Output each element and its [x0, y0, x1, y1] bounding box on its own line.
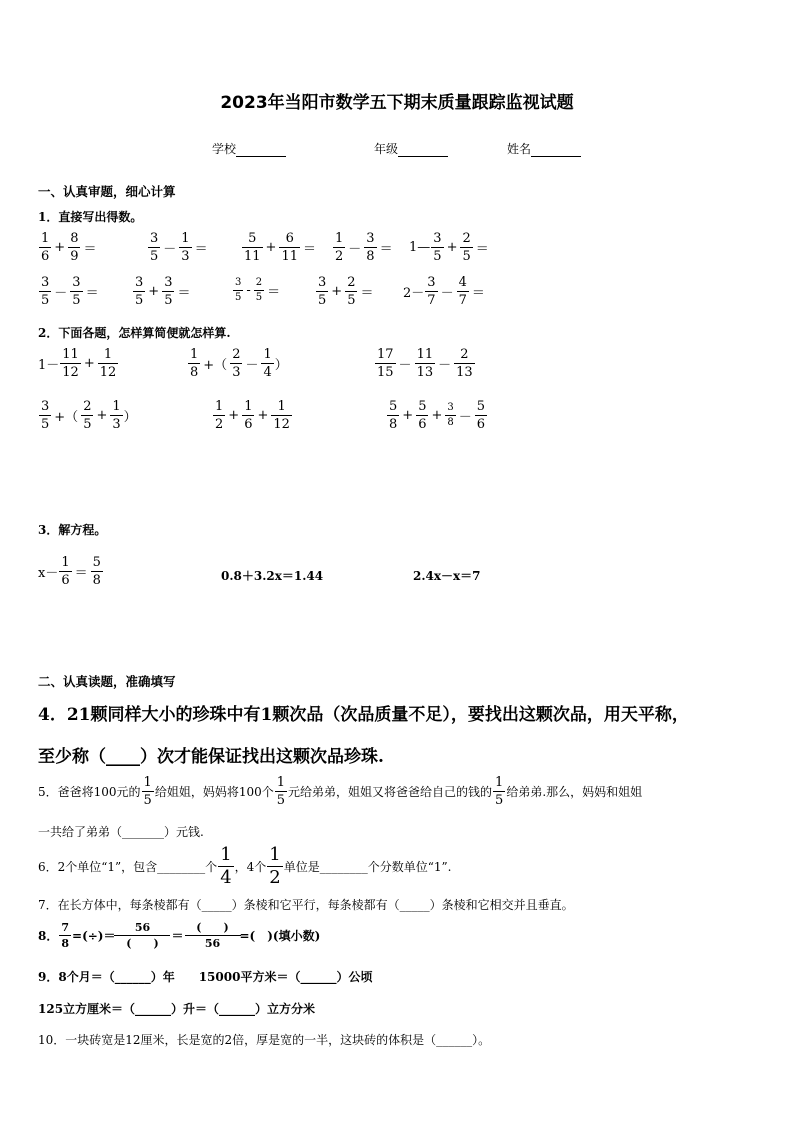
fraction: $\frac{3}{5}$	[164, 275, 173, 308]
fraction: $\frac{8}{9}$	[70, 231, 79, 264]
q2-e4: $\frac{3}{5}$ +（ $\frac{2}{5}$ + $\frac{1}{3}$ ）	[41, 399, 137, 432]
q1-r2-e5: 2－ $\frac{3}{7}$ － $\frac{4}{7}$ ＝	[403, 275, 485, 308]
fraction: $\frac{1}{4}$	[220, 844, 232, 888]
q3-e1: x－ $\frac{1}{6}$ ＝ $\frac{5}{8}$	[38, 555, 101, 588]
page-title: 2023年当阳市数学五下期末质量跟踪监视试题	[220, 93, 574, 113]
q3-label: 3．解方程。	[38, 523, 107, 537]
fraction: $\frac{3}{5}$	[150, 231, 159, 264]
q2-e2: $\frac{1}{8}$ +（ $\frac{2}{3}$ － $\frac{1}{4}$ ）	[190, 347, 288, 380]
fraction: $\frac{3}{5}$	[41, 275, 50, 308]
fraction: $\frac{6}{11}$	[281, 231, 298, 264]
fraction: $\frac{5}{8}$	[389, 399, 398, 432]
name-blank[interactable]	[531, 142, 581, 157]
q10: 10．一块砖宽是12厘米，长是宽的2倍，厚是宽的一半，这块砖的体积是（______）。	[38, 1033, 491, 1047]
fraction: $\frac{1}{5}$	[143, 775, 152, 808]
fraction: $\frac{1}{5}$	[495, 775, 504, 808]
q1-r1-e5: 1— $\frac{3}{5}$ + $\frac{2}{5}$ ＝	[409, 231, 489, 264]
fraction: $\frac{5}{6}$	[418, 399, 427, 432]
fraction: $\frac{3}{5}$	[135, 275, 144, 308]
fraction: $\frac{5}{8}$	[92, 555, 101, 588]
q3-e2: 0.8＋3.2x＝1.44	[221, 569, 324, 583]
fraction: $\frac{3}{5}$	[433, 231, 442, 264]
fraction: $\frac{1}{12}$	[273, 399, 290, 432]
section2-heading: 二、认真读题，准确填写	[38, 674, 176, 689]
q1-r1-e3: $\frac{5}{11}$ + $\frac{6}{11}$ ＝	[244, 231, 317, 264]
fraction: $\frac{1}{3}$	[181, 231, 190, 264]
fraction: $\frac{1}{2}$	[269, 844, 281, 888]
name-label: 姓名	[507, 142, 532, 156]
q2-e6: $\frac{5}{8}$ + $\frac{5}{6}$ + $\frac{3}{8}$ － $\frac{5}{6}$	[389, 399, 486, 432]
fraction: $\frac{1}{2}$	[335, 231, 344, 264]
fraction: $\frac{3}{5}$	[235, 277, 242, 303]
fraction: $\frac{1}{6}$	[61, 555, 70, 588]
grade-blank[interactable]	[398, 142, 448, 157]
fraction: $\frac{56}{( )}$	[116, 922, 168, 949]
fraction: $\frac{11}{13}$	[416, 347, 434, 380]
school-label: 学校	[212, 142, 237, 156]
fraction: $\frac{4}{7}$	[458, 275, 467, 308]
q1-r2-e2: $\frac{3}{5}$ + $\frac{3}{5}$ ＝	[135, 275, 191, 308]
grade-label: 年级	[374, 142, 399, 156]
q7: 7．在长方体中，每条棱都有（_____）条棱和它平行，每条棱都有（_____）条棱和它相交并且垂直。	[38, 898, 574, 912]
q2-e3: $\frac{17}{15}$ － $\frac{11}{13}$ － $\frac{2}{13}$	[377, 347, 473, 380]
fraction: $\frac{3}{5}$	[72, 275, 81, 308]
q5-line2: 一共给了弟弟（_______）元钱.	[38, 825, 204, 839]
fraction: $\frac{2}{3}$	[232, 347, 241, 380]
q4-line1: 4．21颗同样大小的珍珠中有1颗次品（次品质量不足），要找出这颗次品，用天平称，	[38, 705, 689, 725]
fraction: $\frac{3}{7}$	[427, 275, 436, 308]
q9-line1: 9．8个月＝（______）年 15000平方米＝（______）公顷	[38, 970, 373, 984]
fraction: $\frac{5}{6}$	[476, 399, 486, 432]
q1-r2-e3: $\frac{3}{5}$ - $\frac{2}{5}$ ＝	[235, 277, 281, 303]
fraction: $\frac{1}{3}$	[112, 399, 121, 432]
fraction: $\frac{3}{5}$	[41, 399, 50, 432]
fraction: $\frac{3}{8}$	[447, 402, 454, 428]
q2-e5: $\frac{1}{2}$ + $\frac{1}{6}$ + $\frac{1}{12}$	[215, 399, 290, 432]
q1-r2-e1: $\frac{3}{5}$ － $\frac{3}{5}$ ＝	[41, 275, 99, 308]
section1-heading: 一、认真审题，细心计算	[38, 184, 176, 199]
school-field	[212, 140, 286, 157]
fraction: $\frac{7}{8}$	[61, 921, 70, 950]
fraction: $\frac{2}{5}$	[462, 231, 471, 264]
fraction: $\frac{1}{4}$	[263, 347, 272, 380]
fraction: $\frac{1}{6}$	[41, 231, 50, 264]
fraction: $\frac{( )}{56}$	[187, 922, 239, 949]
q5-line1: 5．爸爸将100元的 $\frac{1}{5}$ 给姐姐，妈妈将100个 $\frac{1}{5}$ 元给弟弟，姐姐又将爸爸给自己的钱的 $\frac{1}{5}$ 给弟弟.那么，妈妈和姐姐	[38, 775, 643, 808]
q1-label: 1．直接写出得数。	[38, 210, 143, 224]
q1-r1-e4: $\frac{1}{2}$ － $\frac{3}{8}$ ＝	[335, 231, 393, 264]
fraction: $\frac{1}{5}$	[276, 775, 286, 808]
fraction: $\frac{2}{5}$	[83, 399, 92, 432]
q1-r1-e1: $\frac{1}{6}$ + $\frac{8}{9}$ ＝	[41, 231, 97, 264]
fraction: $\frac{3}{8}$	[366, 231, 375, 264]
q3-e3: 2.4x－x＝7	[413, 569, 481, 583]
fraction: $\frac{11}{12}$	[62, 347, 79, 380]
grade-field	[374, 140, 448, 157]
q9-line2: 125立方厘米＝（______）升＝（______）立方分米	[38, 1002, 316, 1016]
q1-r2-e4: $\frac{3}{5}$ + $\frac{2}{5}$ ＝	[318, 275, 374, 308]
fraction: $\frac{1}{6}$	[244, 399, 253, 432]
fraction: $\frac{2}{5}$	[347, 275, 356, 308]
q1-r1-e2: $\frac{3}{5}$ － $\frac{1}{3}$ ＝	[150, 231, 208, 264]
fraction: $\frac{3}{5}$	[318, 275, 327, 308]
fraction: $\frac{1}{12}$	[99, 347, 117, 380]
q2-label: 2．下面各题，怎样算简便就怎样算.	[38, 326, 231, 340]
fraction: $\frac{2}{5}$	[255, 277, 263, 303]
fraction: $\frac{1}{8}$	[190, 347, 199, 380]
q4-line2: 至少称（____）次才能保证找出这颗次品珍珠.	[38, 747, 384, 767]
school-blank[interactable]	[236, 142, 286, 157]
q6: 6．2个单位“1”，包含________个 $\frac{1}{4}$ ，4个 $\frac{1}{2}$ 单位是________个分数单位“1”.	[38, 844, 452, 888]
name-field	[507, 140, 581, 157]
fraction: $\frac{1}{2}$	[215, 399, 224, 432]
fraction: $\frac{2}{13}$	[456, 347, 473, 380]
fraction: $\frac{17}{15}$	[377, 347, 394, 380]
fraction: $\frac{5}{11}$	[244, 231, 261, 264]
q2-e1: 1－ $\frac{11}{12}$ + $\frac{1}{12}$	[38, 347, 117, 380]
q8: 8． $\frac{7}{8}$ =(÷)＝ $\frac{56}{( )}$ ＝ $\frac{( )}{56}$ =( )(填小数)	[38, 921, 321, 950]
